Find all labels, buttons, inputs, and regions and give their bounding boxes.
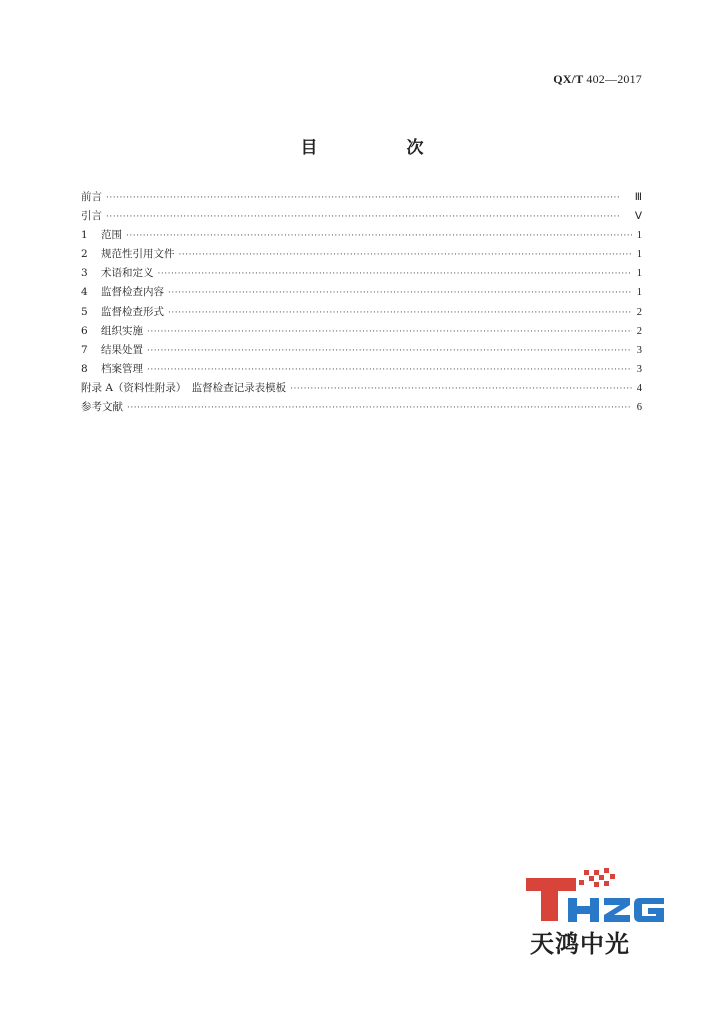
toc-entry-page: 1 bbox=[636, 230, 642, 242]
toc-entry[interactable] bbox=[81, 380, 642, 399]
toc-entry-number: 6 bbox=[81, 324, 88, 337]
toc-entry-number: 4 bbox=[81, 286, 88, 299]
toc-leader-dots bbox=[168, 308, 632, 318]
logo-letter-t-stem bbox=[541, 891, 558, 921]
toc-entry-page: 4 bbox=[636, 382, 642, 394]
toc-leader-dots bbox=[106, 193, 631, 203]
logo-letter-g bbox=[634, 898, 664, 922]
toc-leader-dots bbox=[106, 212, 631, 222]
toc-list bbox=[81, 189, 642, 418]
toc-entry-page: 1 bbox=[636, 268, 642, 280]
toc-entry-page: 6 bbox=[636, 402, 642, 414]
toc-entry-label: 结果处置 bbox=[101, 343, 143, 356]
toc-entry-page: Ⅴ bbox=[634, 211, 642, 223]
toc-entry-number: 8 bbox=[81, 362, 88, 375]
toc-entry[interactable] bbox=[81, 361, 642, 380]
toc-entry-number: 7 bbox=[81, 343, 88, 356]
toc-entry[interactable] bbox=[81, 227, 642, 246]
toc-entry-page: 2 bbox=[636, 325, 642, 337]
toc-entry-label: 附录 A（资料性附录） 监督检查记录表模板 bbox=[81, 381, 287, 394]
toc-entry[interactable] bbox=[81, 342, 642, 361]
logo-letter-z bbox=[604, 898, 630, 922]
toc-entry-label: 引言 bbox=[81, 210, 102, 223]
toc-leader-dots bbox=[290, 384, 632, 394]
toc-entry-label: 前言 bbox=[81, 191, 102, 203]
toc-entry-page: 1 bbox=[636, 287, 642, 299]
toc-entry[interactable] bbox=[81, 284, 642, 303]
toc-leader-dots bbox=[147, 365, 632, 375]
toc-entry-number: 1 bbox=[81, 229, 88, 242]
toc-entry[interactable] bbox=[81, 304, 642, 323]
toc-entry[interactable] bbox=[81, 189, 642, 208]
toc-entry-label: 规范性引用文件 bbox=[101, 248, 175, 261]
toc-entry[interactable] bbox=[81, 323, 642, 342]
toc-entry[interactable] bbox=[81, 246, 642, 265]
logo-text: 天鸿中光 bbox=[530, 930, 630, 958]
toc-entry-label: 监督检查内容 bbox=[101, 286, 164, 299]
toc-entry-page: 3 bbox=[636, 363, 642, 375]
logo-letter-t-bar bbox=[526, 878, 576, 891]
toc-entry-number: 3 bbox=[81, 267, 88, 280]
toc-entry[interactable] bbox=[81, 399, 642, 418]
toc-entry-label: 组织实施 bbox=[101, 324, 143, 337]
toc-entry[interactable] bbox=[81, 265, 642, 284]
standard-code-prefix: QX/T bbox=[553, 72, 584, 86]
standard-code bbox=[553, 72, 642, 87]
toc-leader-dots bbox=[126, 231, 632, 241]
toc-entry-page: Ⅲ bbox=[634, 192, 642, 203]
toc-entry-label: 参考文献 bbox=[81, 401, 123, 414]
toc-leader-dots bbox=[168, 288, 632, 298]
toc-leader-dots bbox=[147, 346, 632, 356]
logo-letter-h bbox=[568, 898, 599, 922]
toc-title: 目 次 bbox=[300, 138, 460, 158]
toc-entry-page: 3 bbox=[636, 344, 642, 356]
toc-entry-label: 档案管理 bbox=[101, 362, 143, 375]
toc-leader-dots bbox=[127, 403, 632, 413]
toc-leader-dots bbox=[158, 269, 633, 279]
toc-entry-label: 范围 bbox=[101, 229, 122, 242]
standard-code-number: 402—2017 bbox=[586, 72, 642, 86]
toc-entry[interactable] bbox=[81, 208, 642, 227]
toc-entry-label: 术语和定义 bbox=[101, 267, 154, 280]
toc-leader-dots bbox=[147, 327, 632, 337]
toc-entry-number: 2 bbox=[81, 248, 88, 261]
toc-entry-label: 监督检查形式 bbox=[101, 305, 164, 318]
toc-entry-number: 5 bbox=[81, 305, 88, 318]
toc-entry-page: 2 bbox=[636, 306, 642, 318]
toc-entry-page: 1 bbox=[636, 249, 642, 261]
logo-pixel-squares bbox=[579, 868, 615, 887]
toc-leader-dots bbox=[179, 250, 633, 260]
